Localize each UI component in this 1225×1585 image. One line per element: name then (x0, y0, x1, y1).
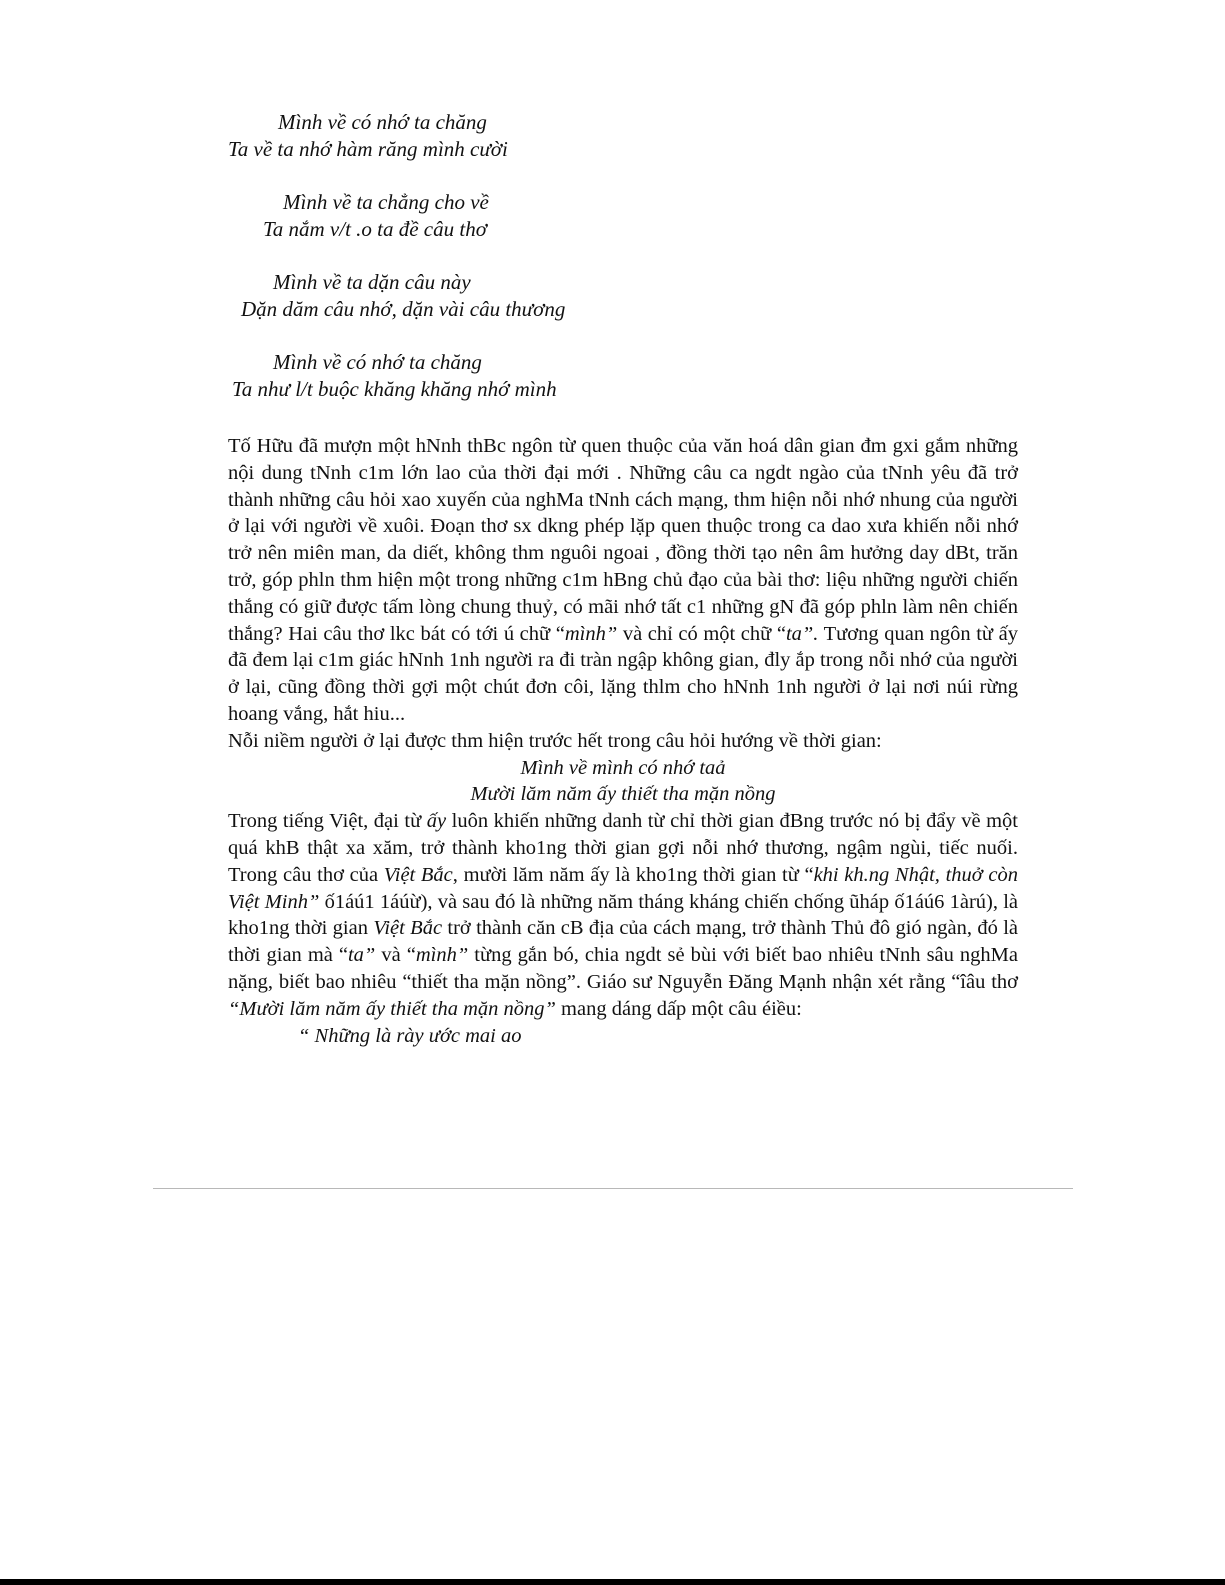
paragraph-1 (228, 433, 1018, 728)
poem-stanza-3 (241, 269, 565, 323)
page-divider (153, 1188, 1073, 1189)
quoted-verse-line: Mười lăm năm ấy thiết tha mặn nồng (470, 783, 776, 806)
text-run-italic: Việt Bắc (383, 863, 453, 886)
poem-stanza-2 (263, 189, 489, 243)
text-run-italic: ấy (426, 810, 447, 833)
poem-line: Ta về ta nhớ hàm răng mình cười (228, 137, 508, 161)
text-run-italic: khi kh.ng Nhật, thuở còn Việt Minh” (228, 863, 1019, 913)
body-text (228, 433, 1018, 1049)
text-run: , mười lăm năm ấy là kho1ng thời gian từ “ (452, 863, 814, 886)
poem-line: Ta như l/t buộc khăng khăng nhớ mình (232, 377, 557, 401)
text-run-italic: mình” (415, 944, 469, 967)
poem-stanza-1 (228, 109, 508, 163)
poem-line: Mình về có nhớ ta chăng (273, 350, 482, 374)
poem-line: Dặn dăm câu nhớ, dặn vài câu thương (241, 297, 566, 321)
text-run: mang dáng dấp một câu éiều: (555, 997, 802, 1020)
text-run: và “ (375, 944, 416, 967)
text-run: trở thành căn cB địa của cách mạng, trở thành Thủ đô gió ngàn, đó là thời gian mà “ (228, 917, 1018, 967)
text-run-italic: “Mười lăm năm ấy thiết tha mặn nồng” (228, 997, 556, 1020)
poem-line: Mình về ta dặn câu này (273, 270, 471, 294)
poem-line: Mình về ta chẳng cho về (283, 190, 489, 214)
quoted-verse-line: “ Những là rày ước mai ao (298, 1024, 522, 1047)
text-run: Trong tiếng Việt, đại từ (228, 810, 427, 833)
page-bottom-edge (0, 1579, 1225, 1585)
text-run: ố1áú1 1áúừ), và sau đó là những năm tháng kháng chiến chống ũháp ố1áú6 1àrú), là kho1ng thời gian (228, 890, 1019, 940)
text-run: luôn khiến những danh từ chỉ thời gian đBng trước nó bị đẩy về một quá khB thật xa xăm, trở thành kho1ng thời gian gợi nỗi nhớ thương, ngậm ngùi, tiếc nuối. Trong câu thơ của (228, 810, 1019, 886)
paragraph-2: Nỗi niềm người ở lại được thm hiện trước hết trong câu hỏi hướng về thời gian: (228, 729, 882, 752)
poem-line: Ta nắm v/t .o ta đề câu thơ (263, 217, 487, 241)
quoted-verse-line: Mình về mình có nhớ taả (520, 756, 726, 779)
text-run-italic: ta” (347, 944, 376, 967)
paragraph-3 (228, 808, 1018, 1022)
text-run-italic: ta”. (785, 622, 819, 645)
poem-line: Mình về có nhớ ta chăng (278, 110, 487, 134)
text-run-italic: mình” (564, 622, 618, 645)
text-run: từng gắn bó, chia ngdt sẻ bùi với biết bao nhiêu tNnh sâu nghMa nặng, biết bao nhiêu “thiết tha mặn nồng”. Giáo sư Nguyễn Đăng Mạnh nhận xét rằng “îâu thơ (228, 944, 1019, 993)
text-run: Tương quan ngôn từ ấy đã đem lại c1m giác hNnh 1nh người ra đi tràn ngập không gian, đly ắp trong nỗi nhớ của người ở lại, cũng đồng thời gợi một chút đơn côi, lặng thlm cho hNnh 1nh người ở lại nơi núi rừng hoang vắng, hắt hiu... (228, 622, 1018, 725)
poem-stanza-4 (232, 349, 557, 403)
text-run: Tố Hữu đã mượn một hNnh thBc ngôn từ quen thuộc của văn hoá dân gian đm gxi gắm những nội dung tNnh c1m lớn lao của thời đại mới . Những câu ca ngdt ngào của tNnh yêu đã trở thành những câu hỏi xao xuyến của nghMa tNnh cách mạng, thm hiện nỗi nhớ nhung của người ở lại với người về xuôi. Đoạn thơ sx dkng phép lặp quen thuộc trong ca dao xưa khiến nỗi nhớ trở nên miên man, da diết, không thm nguôi ngoai , đồng thời tạo nên âm hưởng day dBt, trăn trở, góp phln thm hiện một trong những c1m hBng chủ đạo của bài thơ: liệu những người chiến thắng có giữ được tấm lòng chung thuỷ, có mãi nhớ tất c1 những gN đã góp phln làm nên chiến thắng? Hai câu thơ lkc bát có tới ú chữ “ (228, 435, 1018, 645)
text-run: và chỉ có một chữ “ (617, 622, 786, 645)
text-run-italic: Việt Bắc (373, 917, 443, 940)
